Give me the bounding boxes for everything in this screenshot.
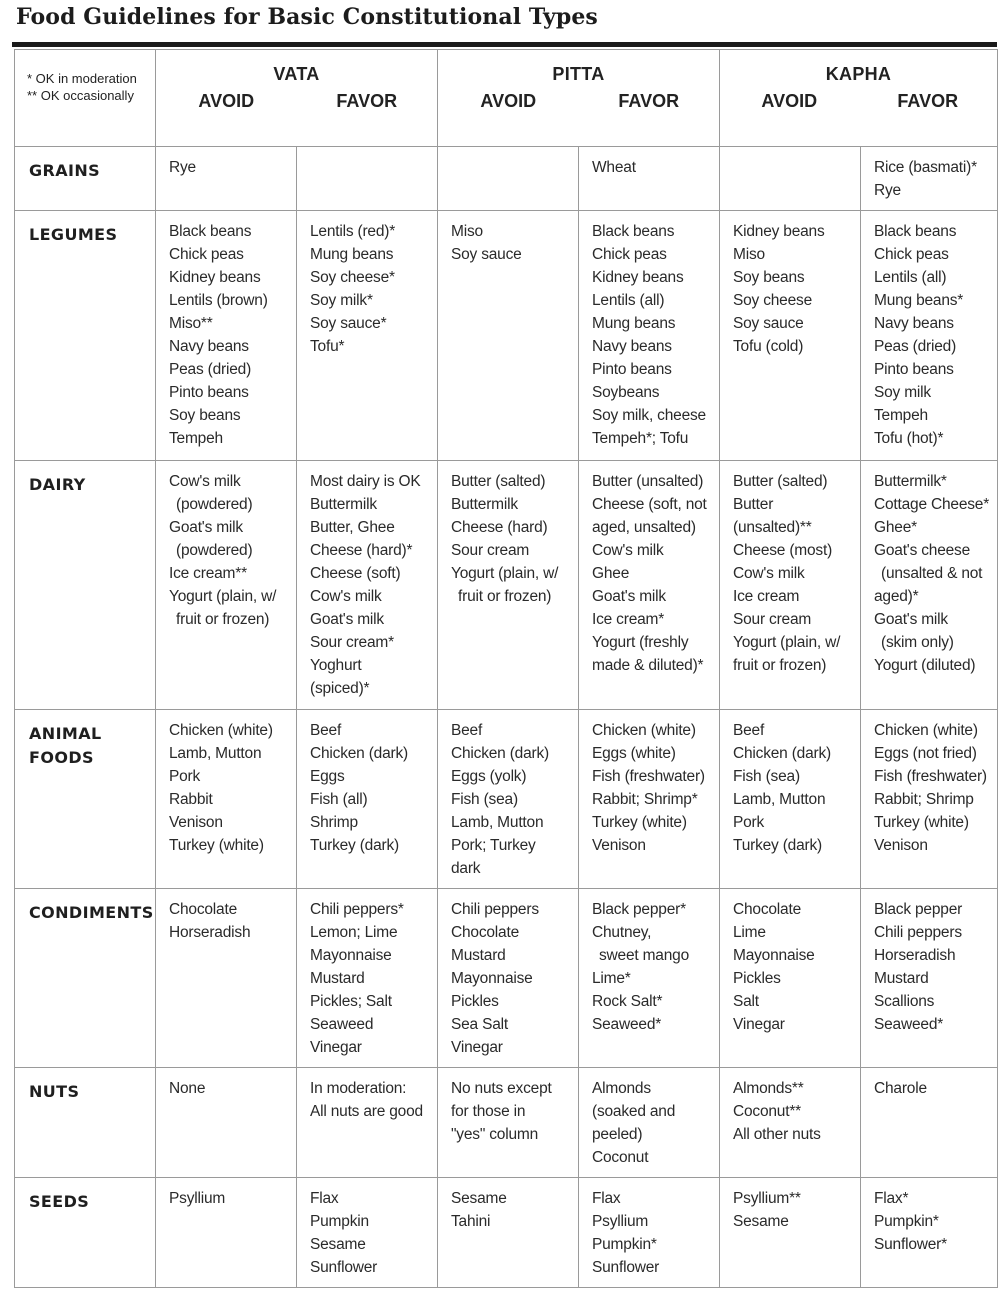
- legend-note-occasionally: ** OK occasionally: [27, 88, 134, 103]
- food-item: Soy milk, cheese: [592, 407, 706, 424]
- food-item: Rye: [169, 159, 196, 176]
- food-item: Cheese (soft, not: [592, 496, 707, 513]
- food-item: Cheese (hard): [451, 519, 548, 536]
- legend-note-moderation: * OK in moderation: [27, 71, 137, 86]
- food-item: (unsalted & not: [881, 565, 983, 582]
- food-item: Sour cream: [733, 611, 812, 628]
- food-item: made & diluted)*: [592, 657, 704, 674]
- table-row: [15, 889, 998, 1068]
- food-item: Ghee*: [874, 519, 917, 536]
- food-item: Kidney beans: [592, 269, 684, 286]
- food-guidelines-table: [14, 49, 998, 1288]
- food-item: Lentils (brown): [169, 292, 268, 309]
- food-item: Almonds: [592, 1080, 651, 1097]
- food-item: Mustard: [451, 947, 506, 964]
- food-item: Chick peas: [874, 246, 949, 263]
- food-item: Navy beans: [169, 338, 249, 355]
- food-item: Turkey (white): [874, 814, 969, 831]
- food-item: All nuts are good: [310, 1103, 423, 1120]
- food-item: Tempeh: [169, 430, 223, 447]
- food-item: Butter (salted): [451, 473, 546, 490]
- type-name: VATA: [273, 64, 320, 84]
- food-cell: [156, 889, 297, 1068]
- food-item: Coconut**: [733, 1103, 801, 1120]
- food-item: aged, unsalted): [592, 519, 696, 536]
- food-item: Buttermilk*: [874, 473, 947, 490]
- food-cell: [156, 1068, 297, 1178]
- table-row: [15, 710, 998, 889]
- food-item: Tempeh*; Tofu: [592, 430, 689, 447]
- food-item: "yes" column: [451, 1126, 538, 1143]
- food-cell: [297, 889, 438, 1068]
- food-cell: [579, 889, 720, 1068]
- food-item: Mayonnaise: [451, 970, 533, 987]
- category-label: [15, 1178, 156, 1288]
- food-item: Venison: [874, 837, 928, 854]
- food-item: Chili peppers: [874, 924, 962, 941]
- food-item: Sesame: [733, 1213, 789, 1230]
- food-cell: [579, 461, 720, 710]
- food-cell: [861, 1068, 998, 1178]
- food-item: Mung beans: [592, 315, 676, 332]
- food-item: Ice cream*: [592, 611, 665, 628]
- food-item: Lamb, Mutton: [451, 814, 544, 831]
- food-item: Chili peppers*: [310, 901, 404, 918]
- food-item: Vinegar: [310, 1039, 362, 1056]
- food-cell: [720, 1068, 861, 1178]
- food-item: Vinegar: [733, 1016, 785, 1033]
- food-item: Yoghurt: [310, 657, 362, 674]
- food-item: Pinto beans: [874, 361, 954, 378]
- food-item: Soy beans: [169, 407, 241, 424]
- food-item: fruit or frozen): [458, 588, 552, 605]
- food-item: Tahini: [451, 1213, 491, 1230]
- food-item: Peas (dried): [874, 338, 957, 355]
- food-item: Salt: [733, 993, 759, 1010]
- food-item: Beef: [310, 722, 342, 739]
- food-item: Pickles: [733, 970, 781, 987]
- food-item: Fish (sea): [451, 791, 518, 808]
- food-item: peeled): [592, 1126, 643, 1143]
- food-item: Miso: [451, 223, 483, 240]
- food-item: Mayonnaise: [310, 947, 392, 964]
- food-item: Chicken (dark): [310, 745, 408, 762]
- food-item: Pumpkin*: [592, 1236, 657, 1253]
- food-item: In moderation:: [310, 1080, 407, 1097]
- food-item: Sour cream: [451, 542, 530, 559]
- food-item: Flax: [310, 1190, 339, 1207]
- food-item: Sunflower*: [874, 1236, 947, 1253]
- food-item: Charole: [874, 1080, 927, 1097]
- food-item: Pumpkin: [310, 1213, 369, 1230]
- food-item: Ghee: [592, 565, 630, 582]
- food-cell: [156, 461, 297, 710]
- food-item: Butter, Ghee: [310, 519, 395, 536]
- food-cell: [861, 147, 998, 211]
- food-item: Seaweed*: [874, 1016, 944, 1033]
- food-item: Black beans: [592, 223, 675, 240]
- food-item: Wheat: [592, 159, 636, 176]
- food-item: Lemon; Lime: [310, 924, 398, 941]
- food-item: Cheese (most): [733, 542, 833, 559]
- food-item: Seaweed: [310, 1016, 374, 1033]
- food-item: Lime*: [592, 970, 631, 987]
- food-item: Goat's milk: [310, 611, 384, 628]
- food-cell: [156, 710, 297, 889]
- food-item: for those in: [451, 1103, 526, 1120]
- food-item: Sesame: [310, 1236, 366, 1253]
- food-item: Yogurt (plain, w/: [733, 634, 841, 651]
- food-item: Chicken (white): [874, 722, 978, 739]
- food-item: Sea Salt: [451, 1016, 508, 1033]
- food-item: Kidney beans: [733, 223, 825, 240]
- food-item: Psyllium: [169, 1190, 226, 1207]
- food-item: Lime: [733, 924, 766, 941]
- food-cell: [438, 1178, 579, 1288]
- food-item: Lentils (all): [592, 292, 665, 309]
- food-cell: [579, 710, 720, 889]
- food-item: Beef: [451, 722, 483, 739]
- food-item: Scallions: [874, 993, 935, 1010]
- food-item: Venison: [592, 837, 646, 854]
- table-row: [15, 1068, 998, 1178]
- food-item: Pinto beans: [169, 384, 249, 401]
- food-item: Ice cream**: [169, 565, 247, 582]
- food-item: Eggs: [310, 768, 345, 785]
- food-item: Goat's milk: [874, 611, 948, 628]
- food-item: Pork: [733, 814, 765, 831]
- food-item: Chocolate: [733, 901, 801, 918]
- food-item: Goat's milk: [592, 588, 666, 605]
- food-item: Seaweed*: [592, 1016, 662, 1033]
- food-item: Lentils (all): [874, 269, 947, 286]
- food-item: Soy cheese: [733, 292, 812, 309]
- food-item: Peas (dried): [169, 361, 252, 378]
- food-item: dark: [451, 860, 481, 877]
- food-cell: [156, 1178, 297, 1288]
- food-item: Turkey (dark): [310, 837, 399, 854]
- favor-label: FAVOR: [897, 91, 959, 111]
- category-label: [15, 1068, 156, 1178]
- food-item: Lamb, Mutton: [733, 791, 826, 808]
- food-item: Sesame: [451, 1190, 507, 1207]
- food-item: Yogurt (plain, w/: [169, 588, 277, 605]
- food-item: Goat's cheese: [874, 542, 971, 559]
- category-name: NUTS: [29, 1082, 80, 1101]
- food-item: (powdered): [176, 542, 253, 559]
- category-label: [15, 147, 156, 211]
- food-item: Mung beans: [310, 246, 394, 263]
- type-header-vata: [156, 50, 438, 147]
- food-item: Cottage Cheese*: [874, 496, 990, 513]
- food-item: Mayonnaise: [733, 947, 815, 964]
- food-item: Flax: [592, 1190, 621, 1207]
- food-item: (unsalted)**: [733, 519, 812, 536]
- food-cell: [861, 211, 998, 461]
- food-cell: [297, 211, 438, 461]
- food-item: aged)*: [874, 588, 919, 605]
- food-item: Yogurt (freshly: [592, 634, 689, 651]
- food-item: Black beans: [874, 223, 957, 240]
- food-item: Fish (all): [310, 791, 368, 808]
- table-row: [15, 147, 998, 211]
- food-item: Butter: [733, 496, 774, 513]
- food-item: Eggs (yolk): [451, 768, 527, 785]
- food-item: Chick peas: [169, 246, 244, 263]
- food-item: Pickles; Salt: [310, 993, 392, 1010]
- food-item: Shrimp: [310, 814, 358, 831]
- food-item: Chicken (dark): [451, 745, 549, 762]
- food-item: Chicken (white): [169, 722, 273, 739]
- food-item: Mustard: [874, 970, 929, 987]
- food-item: Eggs (white): [592, 745, 676, 762]
- food-item: Rye: [874, 182, 901, 199]
- food-item: Cheese (hard)*: [310, 542, 413, 559]
- food-cell: [861, 710, 998, 889]
- table-row: [15, 461, 998, 710]
- food-item: Soy milk*: [310, 292, 373, 309]
- food-item: Black beans: [169, 223, 252, 240]
- food-cell: [579, 147, 720, 211]
- food-item: Goat's milk: [169, 519, 243, 536]
- table-row: [15, 211, 998, 461]
- category-name: DAIRY: [29, 475, 86, 494]
- food-item: Pickles: [451, 993, 499, 1010]
- food-cell: [438, 1068, 579, 1178]
- food-item: Tofu (hot)*: [874, 430, 944, 447]
- food-item: Eggs (not fried): [874, 745, 977, 762]
- food-cell: [297, 710, 438, 889]
- food-item: Chicken (dark): [733, 745, 831, 762]
- food-item: Fish (freshwater): [592, 768, 705, 785]
- food-item: Butter (unsalted): [592, 473, 704, 490]
- food-item: Turkey (dark): [733, 837, 822, 854]
- food-item: Fish (sea): [733, 768, 800, 785]
- food-cell: [297, 1068, 438, 1178]
- food-item: Cow's milk: [592, 542, 664, 559]
- food-item: Kidney beans: [169, 269, 261, 286]
- food-cell: [156, 147, 297, 211]
- favor-label: FAVOR: [336, 91, 398, 111]
- food-item: Psyllium: [592, 1213, 649, 1230]
- food-item: Black pepper*: [592, 901, 686, 918]
- title-rule: [12, 42, 997, 47]
- food-item: Coconut: [592, 1149, 649, 1166]
- food-cell: [720, 211, 861, 461]
- food-item: Pumpkin*: [874, 1213, 939, 1230]
- type-name: KAPHA: [825, 64, 892, 84]
- food-item: Horseradish: [874, 947, 956, 964]
- type-header-pitta: [438, 50, 720, 147]
- food-item: Psyllium**: [733, 1190, 801, 1207]
- food-item: Soy sauce: [733, 315, 804, 332]
- food-item: Buttermilk: [310, 496, 377, 513]
- food-item: Black pepper: [874, 901, 963, 918]
- food-item: Navy beans: [592, 338, 672, 355]
- food-item: Rabbit: [169, 791, 213, 808]
- category-name: SEEDS: [29, 1192, 90, 1211]
- food-item: Beef: [733, 722, 765, 739]
- food-item: (powdered): [176, 496, 253, 513]
- page-title: Food Guidelines for Basic Constitutional Types: [16, 4, 598, 30]
- food-cell: [861, 461, 998, 710]
- food-item: Most dairy is OK: [310, 473, 421, 490]
- food-cell: [438, 147, 579, 211]
- food-item: Cow's milk: [733, 565, 805, 582]
- food-item: sweet mango: [599, 947, 689, 964]
- food-cell: [297, 1178, 438, 1288]
- food-item: Sunflower: [310, 1259, 378, 1276]
- category-label: [15, 889, 156, 1068]
- food-cell: [720, 889, 861, 1068]
- food-item: Sour cream*: [310, 634, 394, 651]
- food-cell: [297, 461, 438, 710]
- food-item: Miso**: [169, 315, 213, 332]
- category-label: [15, 211, 156, 461]
- food-item: Butter (salted): [733, 473, 828, 490]
- food-item: Tempeh: [874, 407, 928, 424]
- food-item: Pinto beans: [592, 361, 672, 378]
- food-item: Mustard: [310, 970, 365, 987]
- food-item: (spiced)*: [310, 680, 370, 697]
- food-cell: [720, 1178, 861, 1288]
- category-name: LEGUMES: [29, 225, 118, 244]
- category-label: [15, 461, 156, 710]
- food-item: Vinegar: [451, 1039, 503, 1056]
- food-item: Venison: [169, 814, 223, 831]
- food-item: Cheese (soft): [310, 565, 401, 582]
- type-name: PITTA: [552, 64, 605, 84]
- food-item: Cow's milk: [310, 588, 382, 605]
- food-item: Chocolate: [451, 924, 519, 941]
- food-item: Chutney,: [592, 924, 652, 941]
- food-item: Chocolate: [169, 901, 237, 918]
- food-item: Ice cream: [733, 588, 800, 605]
- food-item: Rice (basmati)*: [874, 159, 977, 176]
- avoid-label: AVOID: [761, 91, 818, 111]
- category-name: CONDIMENTS: [29, 903, 154, 922]
- food-item: (soaked and: [592, 1103, 676, 1120]
- food-item: Almonds**: [733, 1080, 804, 1097]
- category-label: [15, 710, 156, 889]
- food-item: fruit or frozen): [176, 611, 270, 628]
- table-row: [15, 1178, 998, 1288]
- food-item: No nuts except: [451, 1080, 552, 1097]
- food-cell: [579, 1178, 720, 1288]
- food-cell: [438, 211, 579, 461]
- food-item: Horseradish: [169, 924, 251, 941]
- food-cell: [579, 211, 720, 461]
- category-name: GRAINS: [29, 161, 101, 180]
- food-item: Soy cheese*: [310, 269, 395, 286]
- food-item: Turkey (white): [592, 814, 687, 831]
- food-item: Soy beans: [733, 269, 805, 286]
- avoid-label: AVOID: [198, 91, 255, 111]
- food-item: None: [169, 1080, 206, 1097]
- category-name: ANIMAL FOODS: [29, 724, 102, 767]
- legend-cell: [15, 50, 156, 147]
- food-item: Soy sauce*: [310, 315, 387, 332]
- food-cell: [720, 710, 861, 889]
- type-header-kapha: [720, 50, 998, 147]
- food-item: Rabbit; Shrimp: [874, 791, 974, 808]
- food-item: Soy sauce: [451, 246, 522, 263]
- food-item: Soy milk: [874, 384, 931, 401]
- header-row: [15, 50, 998, 147]
- food-item: Buttermilk: [451, 496, 518, 513]
- food-item: fruit or frozen): [733, 657, 827, 674]
- food-item: Fish (freshwater): [874, 768, 987, 785]
- food-item: Tofu (cold): [733, 338, 804, 355]
- food-item: Chick peas: [592, 246, 667, 263]
- food-item: Mung beans*: [874, 292, 964, 309]
- food-item: Soybeans: [592, 384, 660, 401]
- food-item: Cow's milk: [169, 473, 241, 490]
- food-item: Navy beans: [874, 315, 954, 332]
- avoid-label: AVOID: [480, 91, 537, 111]
- food-item: Rabbit; Shrimp*: [592, 791, 698, 808]
- food-item: All other nuts: [733, 1126, 821, 1143]
- food-item: Miso: [733, 246, 765, 263]
- food-item: Pork; Turkey: [451, 837, 536, 854]
- food-cell: [297, 147, 438, 211]
- food-item: Sunflower: [592, 1259, 660, 1276]
- food-cell: [579, 1068, 720, 1178]
- food-item: Yogurt (diluted): [874, 657, 976, 674]
- food-cell: [720, 147, 861, 211]
- food-cell: [720, 461, 861, 710]
- food-item: Rock Salt*: [592, 993, 663, 1010]
- food-item: Yogurt (plain, w/: [451, 565, 559, 582]
- favor-label: FAVOR: [618, 91, 680, 111]
- food-item: Pork: [169, 768, 201, 785]
- food-cell: [438, 889, 579, 1068]
- food-item: Lamb, Mutton: [169, 745, 262, 762]
- food-item: Tofu*: [310, 338, 345, 355]
- food-item: Flax*: [874, 1190, 909, 1207]
- food-cell: [156, 211, 297, 461]
- food-item: (skim only): [881, 634, 954, 651]
- food-item: Lentils (red)*: [310, 223, 396, 240]
- food-cell: [861, 1178, 998, 1288]
- food-cell: [861, 889, 998, 1068]
- food-cell: [438, 710, 579, 889]
- food-item: Turkey (white): [169, 837, 264, 854]
- food-item: Chili peppers: [451, 901, 539, 918]
- food-cell: [438, 461, 579, 710]
- food-item: Chicken (white): [592, 722, 696, 739]
